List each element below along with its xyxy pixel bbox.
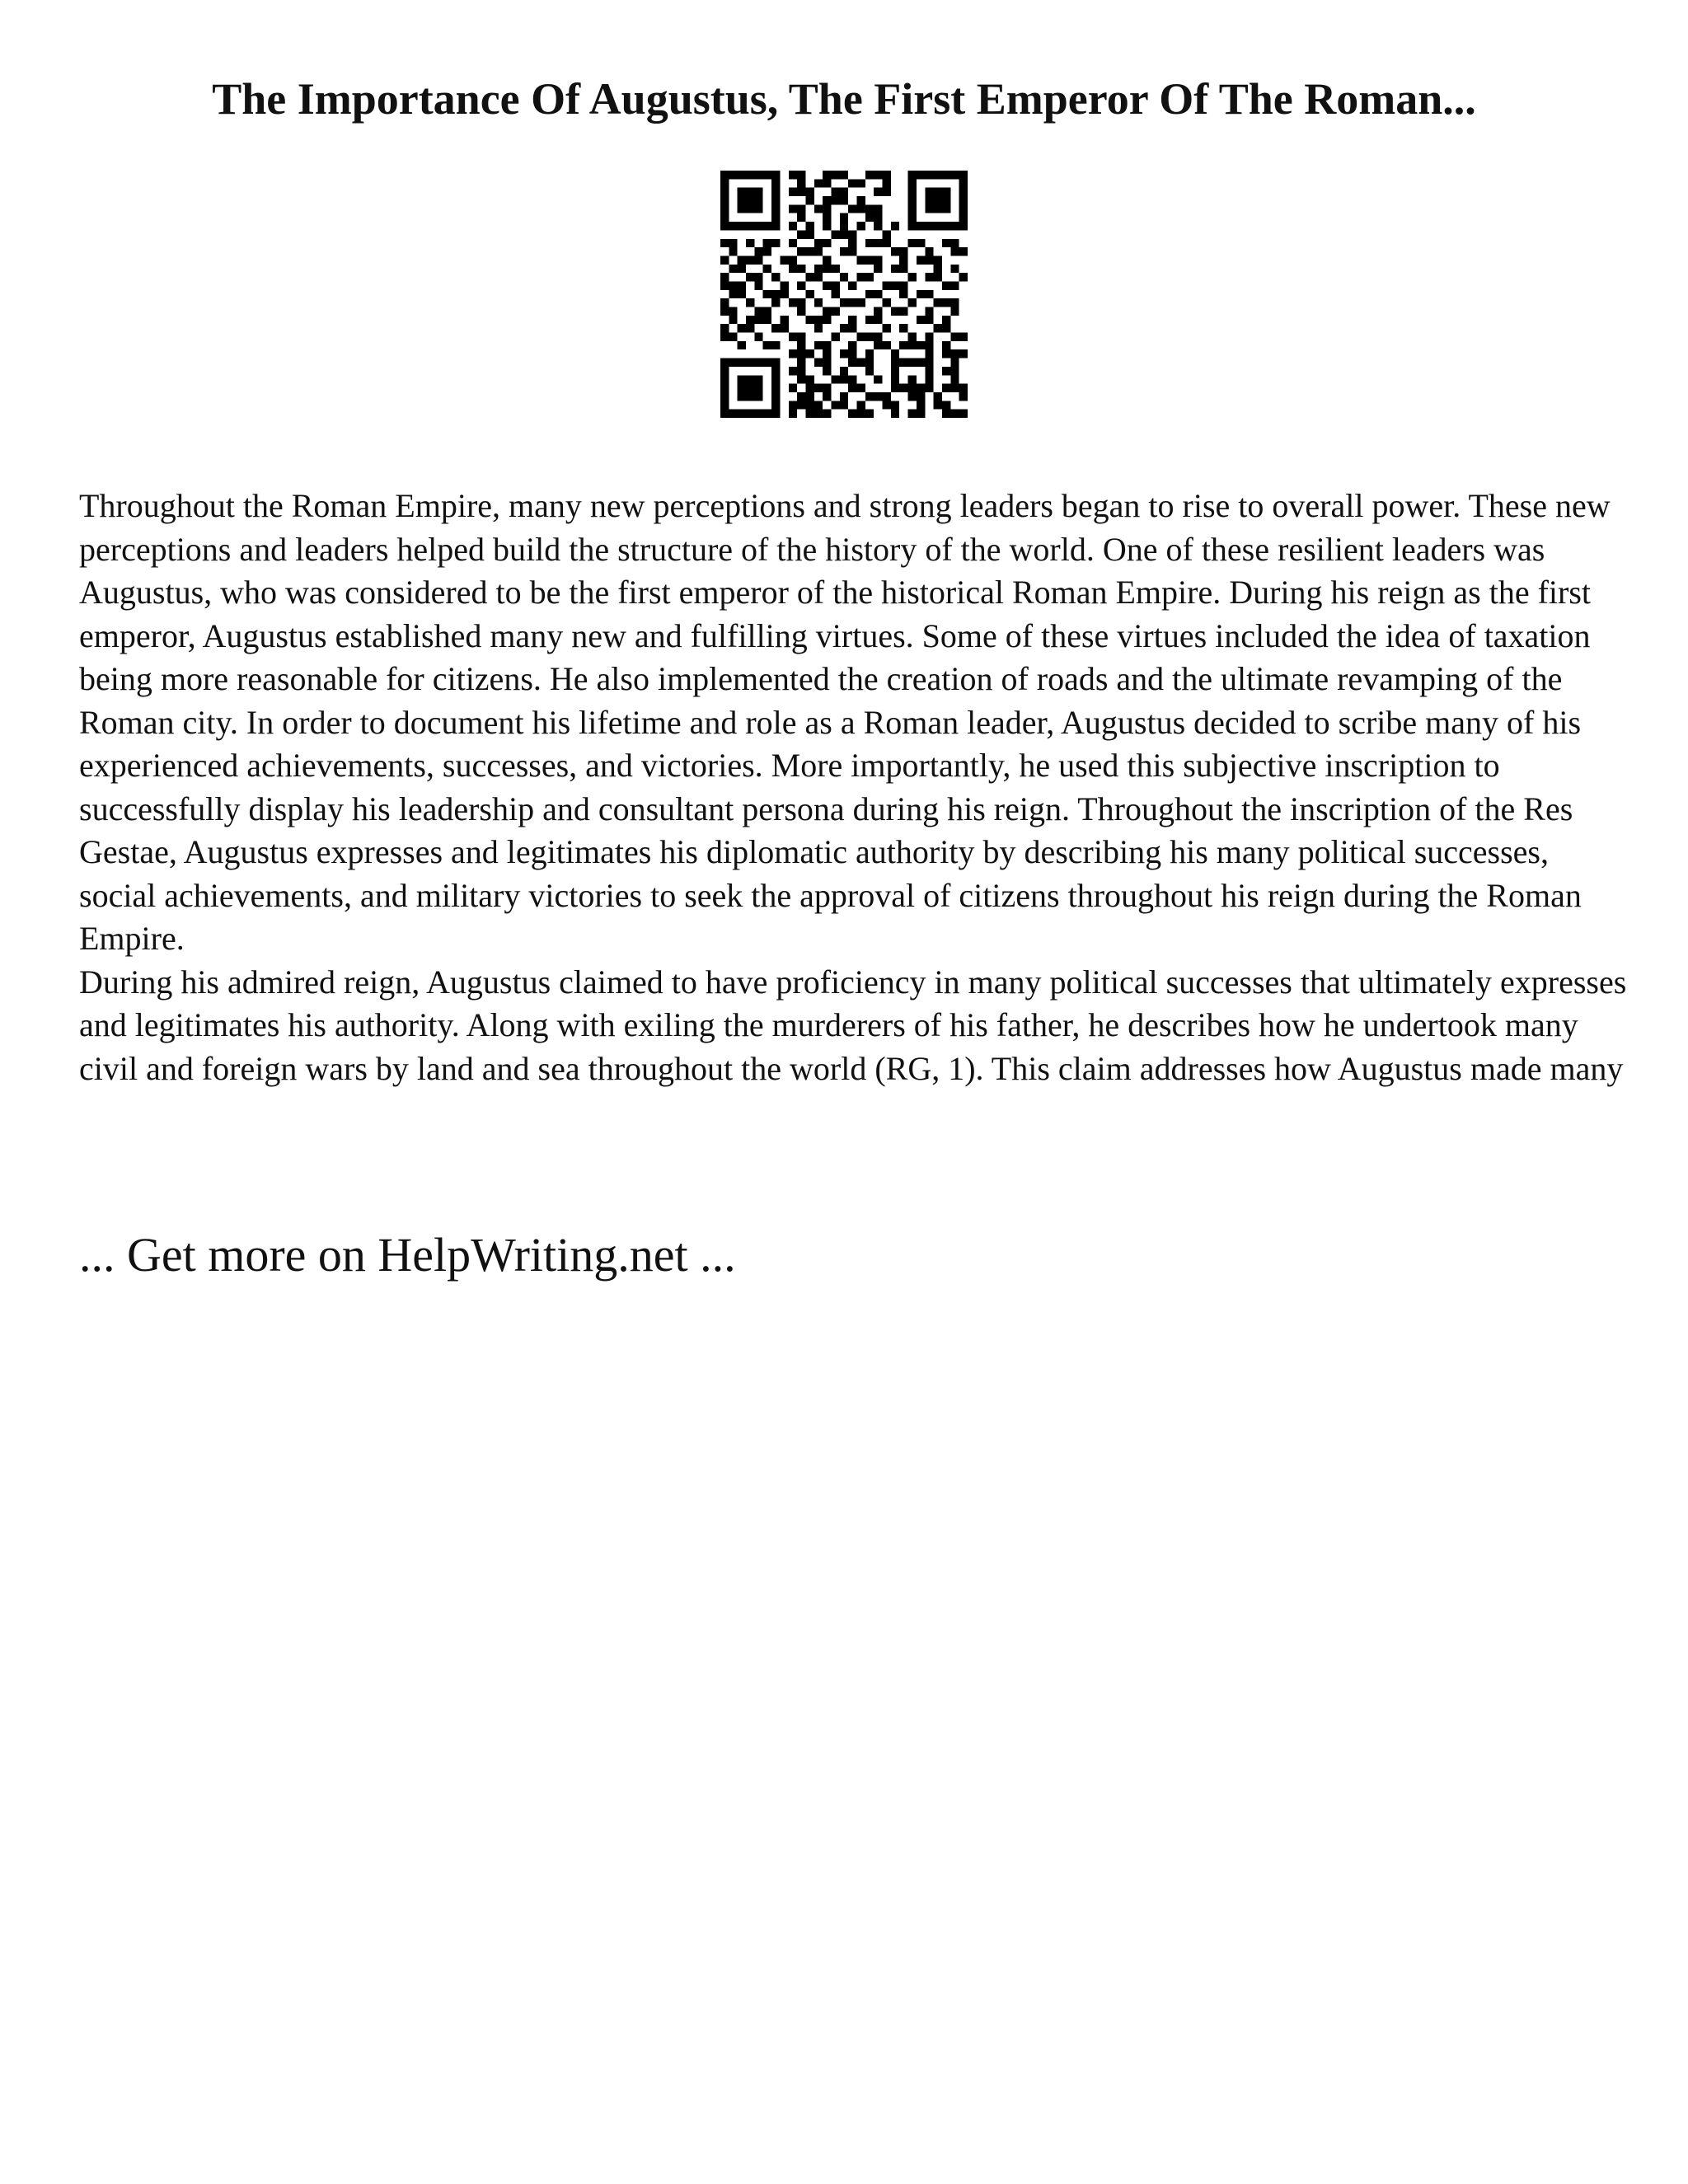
paragraph-2: During his admired reign, Augustus claimed to have proficiency in many political successes that ultimately expresses and legitimates his authority. Along with exiling the murderers of his father, he describes how he undertook many civil and foreign wars by land and sea throughout the world (RG, 1). This claim addresses how Augustus made many <box>79 963 1627 1087</box>
qr-code-icon <box>720 171 968 418</box>
page-title: The Importance Of Augustus, The First Emperor Of The Roman... <box>212 74 1476 124</box>
get-more-link[interactable]: ... Get more on HelpWriting.net ... <box>79 1228 736 1282</box>
paragraph-1: Throughout the Roman Empire, many new perceptions and strong leaders began to rise to overall power. These new perceptions and leaders helped build the structure of the history of the world. One of these resilient leaders was Augustus, who was considered to be the first emperor of the historical Roman Empire. During his reign as the first emperor, Augustus established many new and fulfilling virtues. Some of these virtues included the idea of taxation being more reasonable for citizens. He also implemented the creation of roads and the ultimate revamping of the Roman city. In order to document his lifetime and role as a Roman leader, Augustus decided to scribe many of his experienced achievements, successes, and victories. More importantly, he used this subjective inscription to successfully display his leadership and consultant persona during his reign. Throughout the inscription of the Res Gestae, Augustus expresses and legitimates his diplomatic authority by describing his many political successes, social achievements, and military victories to seek the approval of citizens throughout his reign during the Roman Empire. <box>79 487 1611 957</box>
article-body <box>79 485 1629 1090</box>
